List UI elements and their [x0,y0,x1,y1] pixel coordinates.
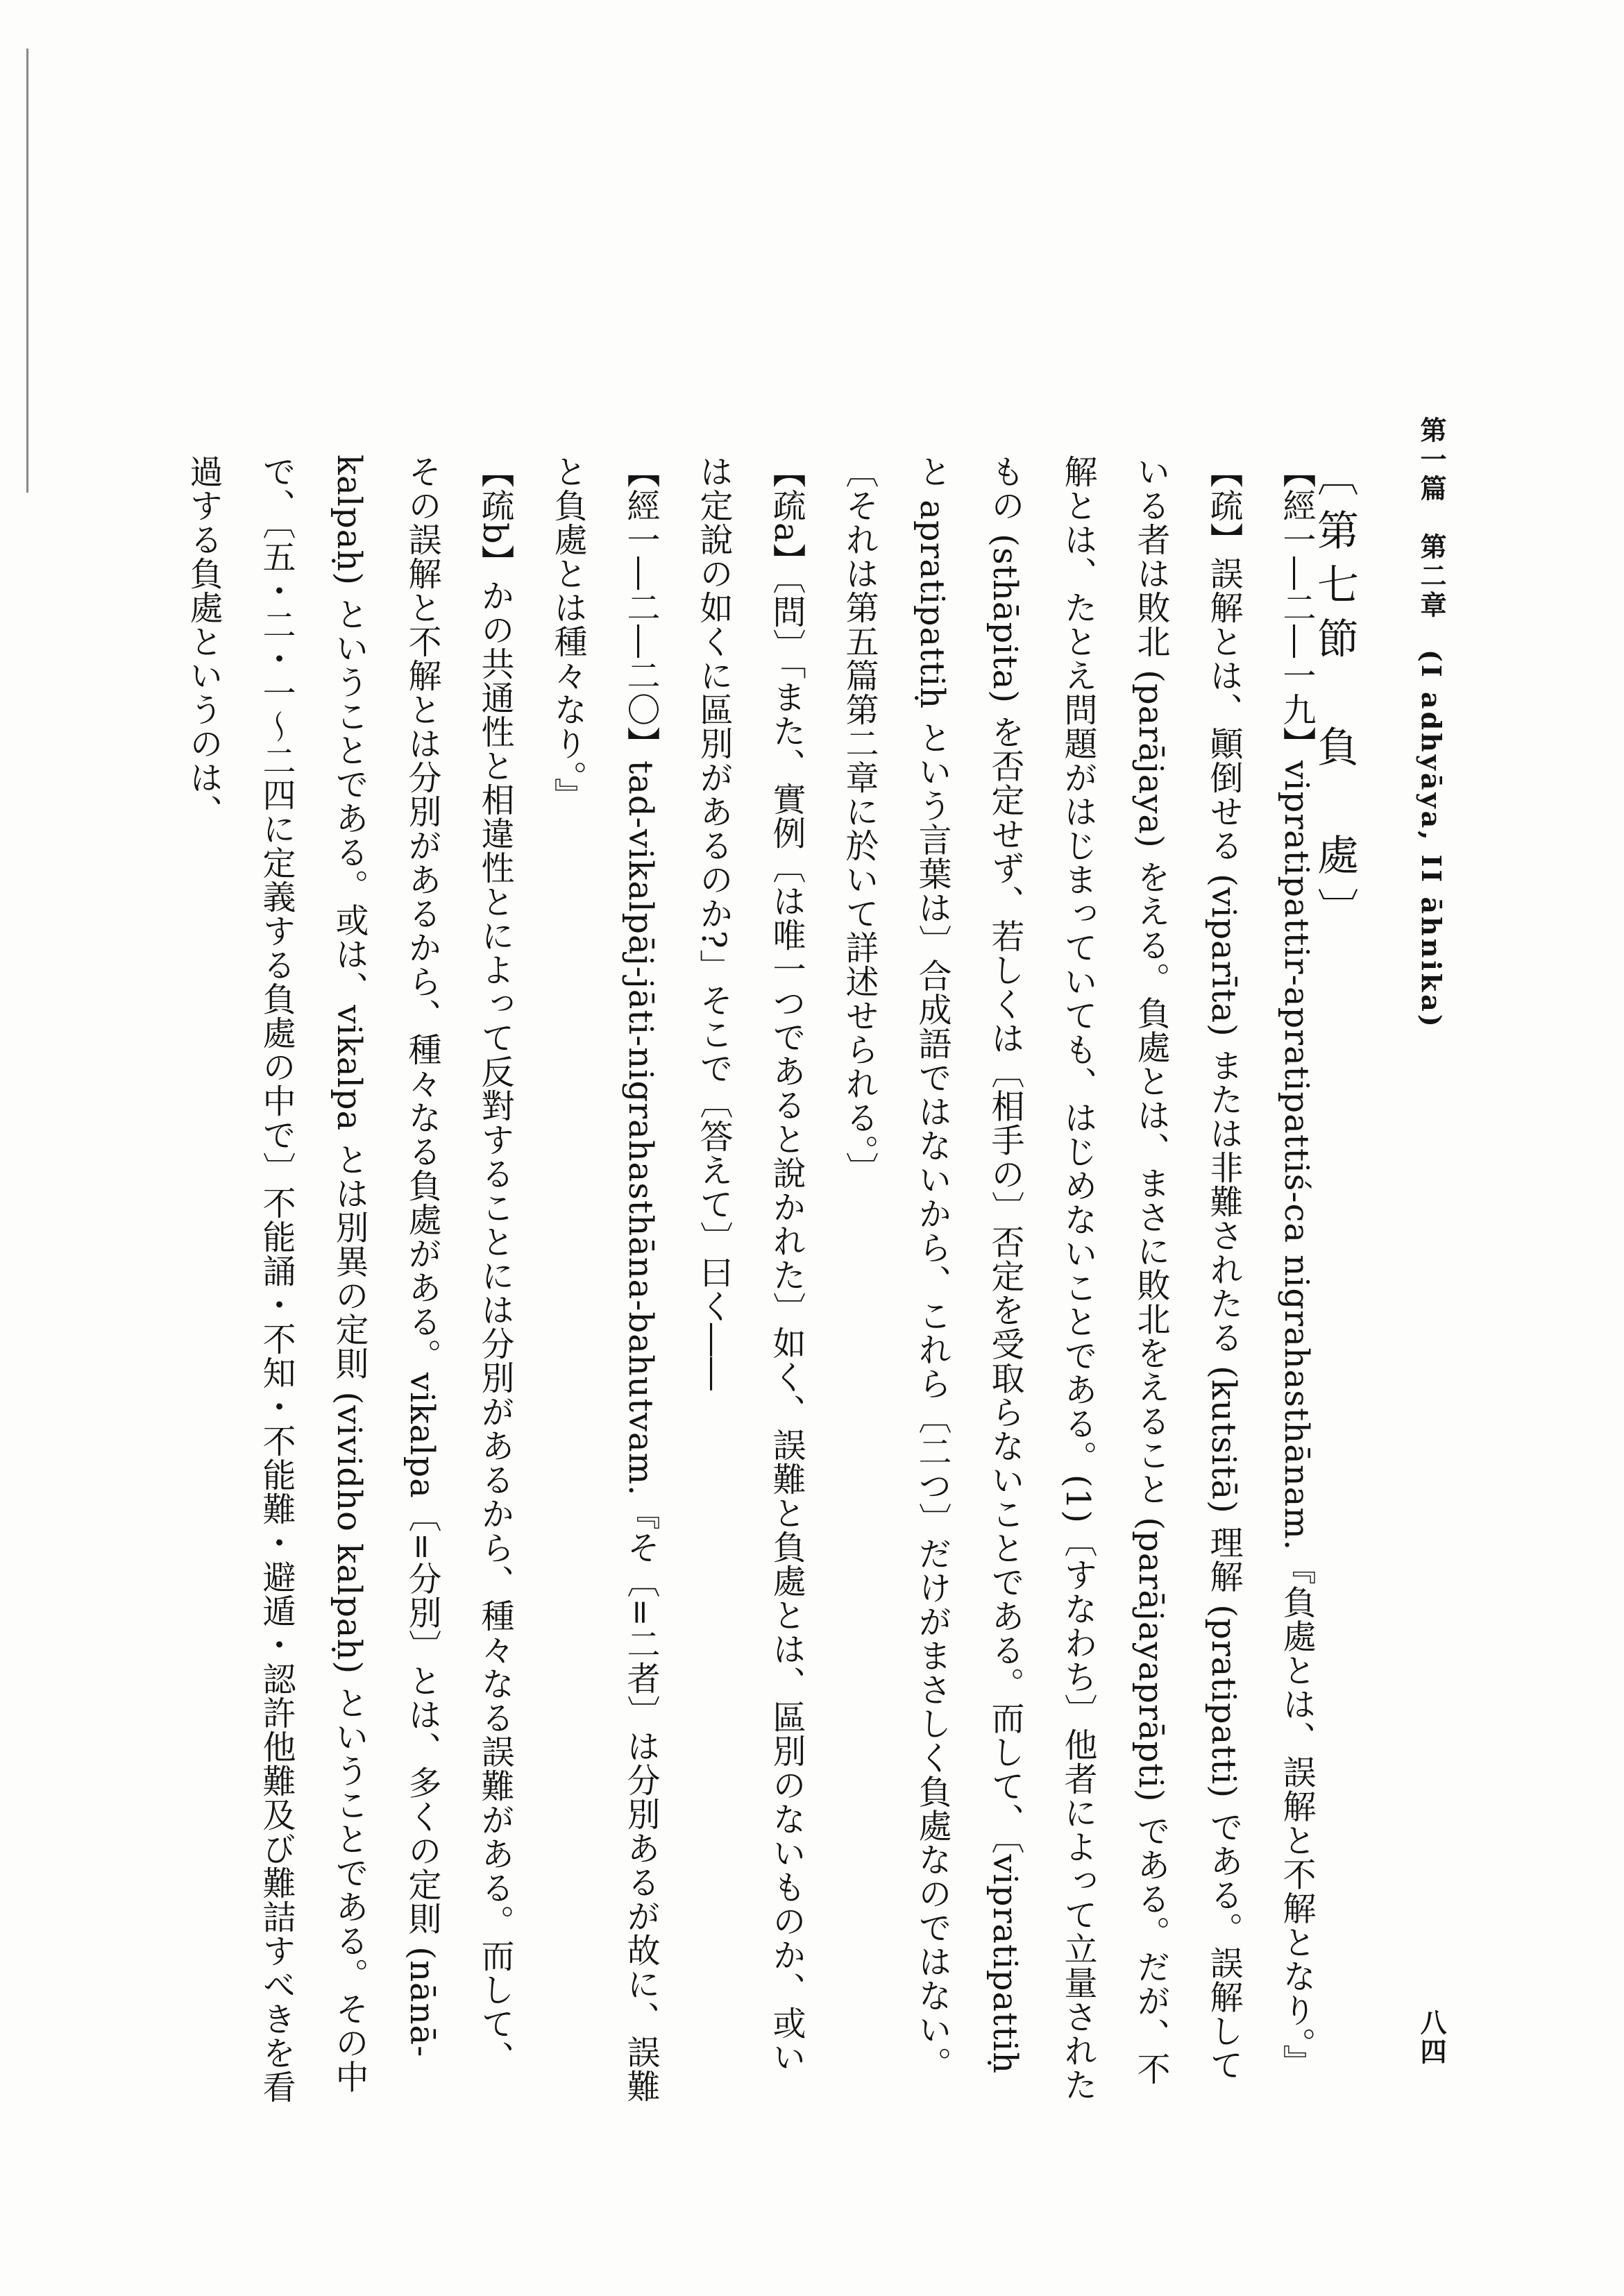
body-text [184,454,1333,2106]
paragraph-sutra-1-2-19: 【經一―二―一九】vipratipattir-apratipattiś-ca nigrahasthānam.『負處とは、誤解と不解となり。』 [1277,454,1316,2079]
running-head: 第一篇 第二章 (I adhyāya, II āhnika) [1416,416,1447,1030]
paragraph-commentary-a: 【疏a】〔問〕「また、實例〔は唯一つであると說かれた〕如く、誤難と負處とは、區別のないものか、或いは定說の如くに區別があるのか?」そこで〔答えて〕曰く―― [694,454,806,2074]
paragraph-commentary-b: 【疏b】かの共通性と相違性とによって反對することには分別があるから、種々なる誤難がある。而して、その誤解と不解とは分別があるから、種々なる負處がある。vikalpa〔=分別〕とは、多くの定則 (nānā-kalpaḥ) ということである。或は、vikalpa とは別異の定則 (vividho kalpaḥ) ということである。その中で、〔五・二・一〜二四に定義する負處の中で〕不能誦・不知・不能難・避遁・認許他難及び難詰すべきを看過する負處というのは、 [184,454,514,2104]
section-title: 〔第七節 負 處〕 [1310,454,1359,942]
paragraph-commentary: 【疏】誤解とは、顚倒せる (viparīta) または非難されたる (kutsitā) 理解 (pratipatti) である。誤解している者は敗北 (parājaya) をえる。負處とは、まさに敗北をえること (parājayaprāpti) である。だが、不解とは、たとえ問題がはじまっていても、はじめないことである。(1)〔すなわち〕他者によって立量されたもの (sthāpita) を否定せず、若しくは〔相手の〕否定を受取らないことである。而して、〔vipratipattiḥ と apratipattiḥ という言葉は〕合成語ではないから、これら〔二つ〕だけがまさしく負處なのではない。〔それは第五篇第二章に於いて詳述せられる。〕 [840,454,1243,2102]
scan-edge-line [26,49,28,493]
paragraph-sutra-1-2-20: 【經一―二―二〇】tad-vikalpāj-jāti-nigrahasthāna-bahutvam.『そ〔=二者〕は分別あるが故に、誤難と負處とは種々なり。』 [548,454,660,2103]
page-number: 八四 [1416,2009,1447,2067]
